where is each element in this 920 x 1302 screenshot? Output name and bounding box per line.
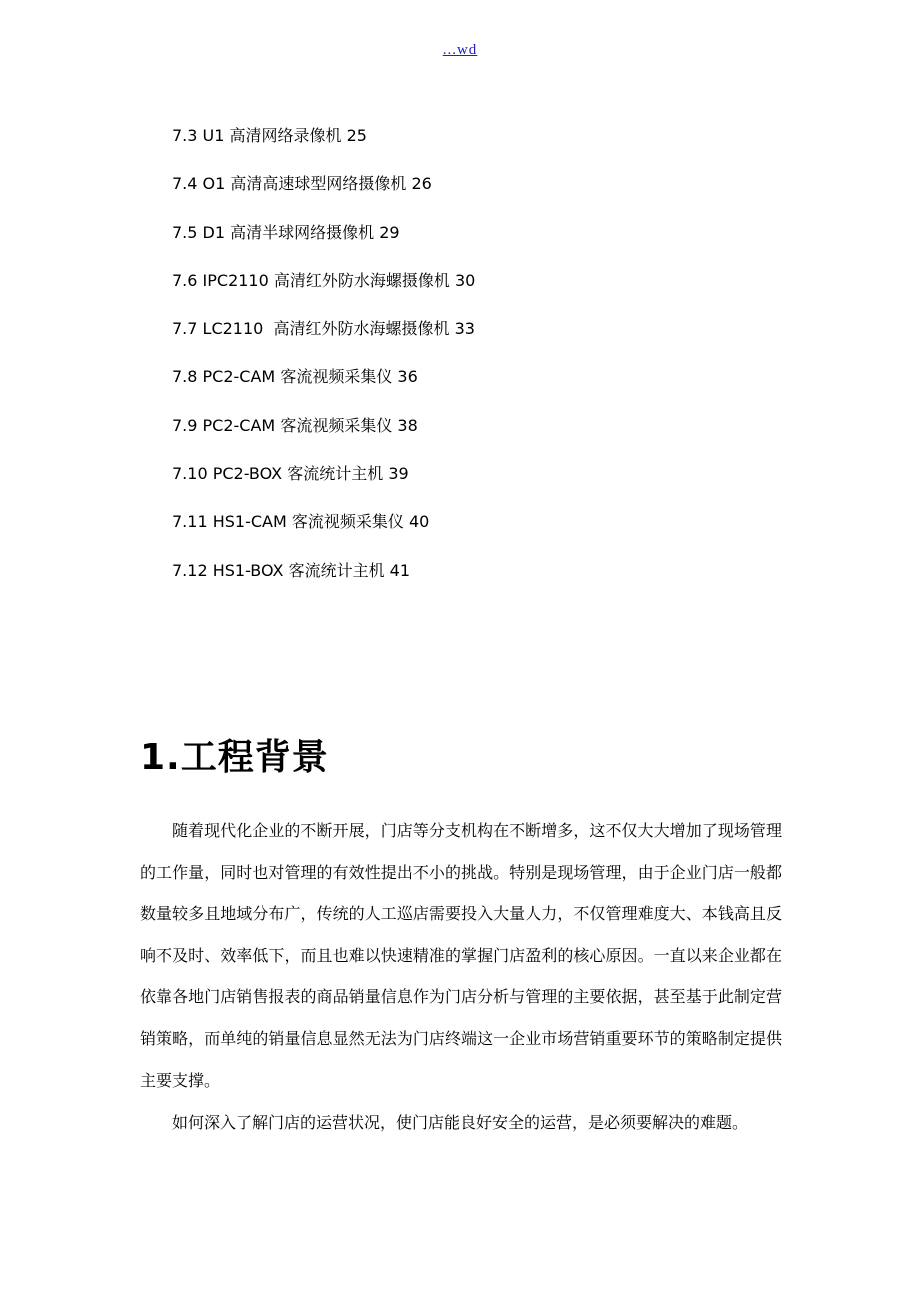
- toc-item-7-9[interactable]: 7.9 PC2-CAM 客流视频采集仪 38: [172, 415, 418, 435]
- body-paragraph-2: 如何深入了解门店的运营状况，使门店能良好安全的运营，是必须要解决的难题。: [172, 1113, 749, 1132]
- toc-item-7-5[interactable]: 7.5 D1 高清半球网络摄像机 29: [172, 222, 400, 242]
- toc-item-7-6[interactable]: 7.6 IPC2110 高清红外防水海螺摄像机 30: [172, 270, 476, 290]
- page-header-link[interactable]: ...wd: [442, 42, 478, 58]
- toc-item-7-11[interactable]: 7.11 HS1-CAM 客流视频采集仪 40: [172, 512, 430, 532]
- section-heading: 1.工程背景: [140, 737, 329, 778]
- toc-item-7-7[interactable]: 7.7 LC2110 高清红外防水海螺摄像机 33: [172, 319, 475, 339]
- table-of-contents: [172, 124, 792, 607]
- body-paragraph-1: 随着现代化企业的不断开展，门店等分支机构在不断增多，这不仅大大增加了现场管理的工作量，同时也对管理的有效性提出不小的挑战。特别是现场管理，由于企业门店一般都数量较多且地域分布广，传统的人工巡店需要投入大量人力，不仅管理难度大、本钱高且反响不及时、效率低下，而且也难以快速精准的掌握门店盈利的核心原因。一直以来企业都在依靠各地门店销售报表的商品销量信息作为门店分析与管理的主要依据，甚至基于此制定营销策略，而单纯的销量信息显然无法为门店终端这一企业市场营销重要环节的策略制定提供主要支撑。: [140, 821, 782, 1090]
- toc-item-7-12[interactable]: 7.12 HS1-BOX 客流统计主机 41: [172, 560, 411, 580]
- toc-item-7-10[interactable]: 7.10 PC2-BOX 客流统计主机 39: [172, 464, 409, 484]
- toc-item-7-3[interactable]: 7.3 U1 高清网络录像机 25: [172, 126, 367, 145]
- toc-item-7-4[interactable]: 7.4 O1 高清高速球型网络摄像机 26: [172, 174, 432, 194]
- toc-item-7-8[interactable]: 7.8 PC2-CAM 客流视频采集仪 36: [172, 367, 418, 387]
